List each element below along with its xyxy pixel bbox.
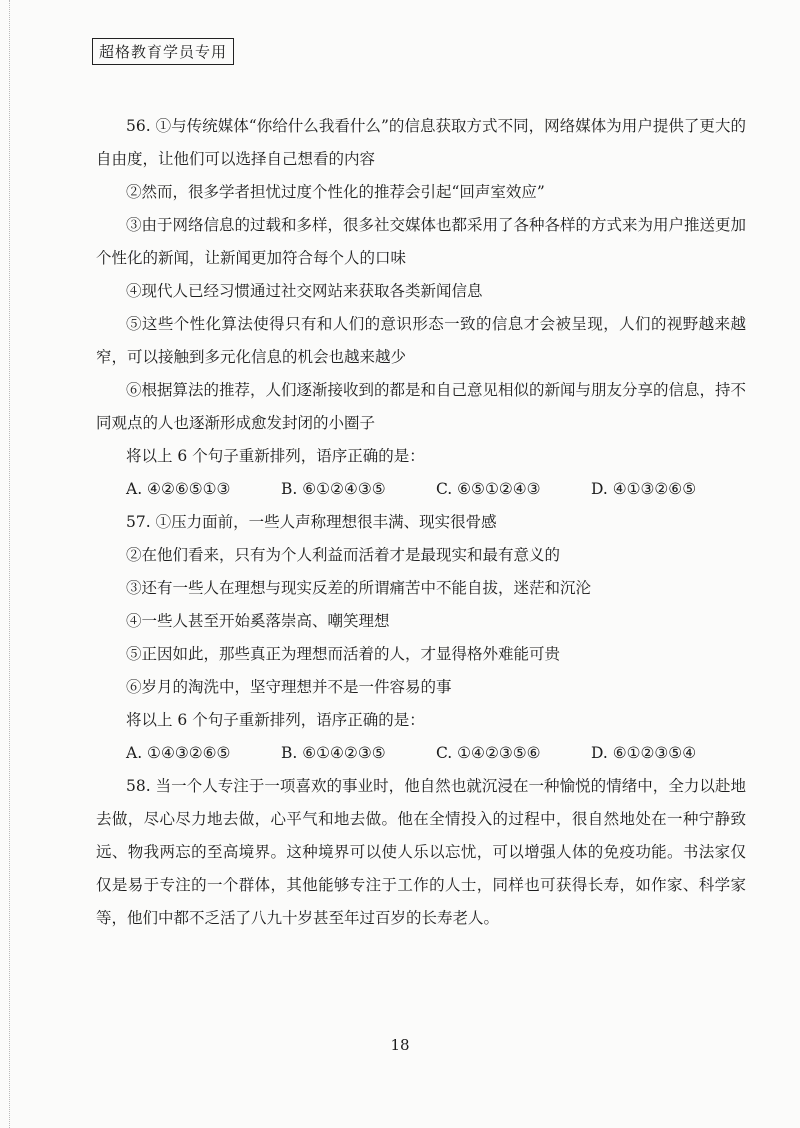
question-57 [96, 506, 746, 770]
q57-sentence-5: ⑤正因如此，那些真正为理想而活着的人，才显得格外难能可贵 [126, 645, 561, 663]
q57-option-a: A. ①④③②⑥⑤ [126, 744, 231, 762]
q56-sentence-1: 56. ①与传统媒体“你给什么我看什么”的信息获取方式不同，网络媒体为用户提供了更大的自由度，让他们可以选择自己想看的内容 [96, 117, 746, 168]
q56-option-c: C. ⑥⑤①②④③ [436, 480, 541, 498]
q57-option-c: C. ①④②③⑤⑥ [436, 744, 541, 762]
question-56 [96, 110, 746, 506]
q56-instruction: 将以上 6 个句子重新排列，语序正确的是： [126, 447, 425, 465]
q57-sentence-6: ⑥岁月的淘洗中，坚守理想并不是一件容易的事 [126, 678, 452, 696]
q57-sentence-4: ④一些人甚至开始奚落崇高、嘲笑理想 [126, 612, 390, 630]
q56-sentence-3: ③由于网络信息的过载和多样，很多社交媒体也都采用了各种各样的方式来为用户推送更加个性化的新闻，让新闻更加符合每个人的口味 [96, 216, 747, 267]
q56-sentence-2: ②然而，很多学者担忧过度个性化的推荐会引起“回声室效应” [126, 183, 545, 201]
page-content [96, 110, 746, 935]
q57-option-b: B. ⑥①④②③⑤ [281, 744, 386, 762]
q56-options [96, 473, 746, 506]
q56-sentence-5: ⑤这些个性化算法使得只有和人们的意识形态一致的信息才会被呈现，人们的视野越来越窄，可以接触到多元化信息的机会也越来越少 [96, 315, 746, 366]
q56-option-d: D. ④①③②⑥⑤ [591, 480, 697, 498]
q57-instruction: 将以上 6 个句子重新排列，语序正确的是： [126, 711, 425, 729]
q57-option-d: D. ⑥①②③⑤④ [591, 744, 697, 762]
q57-sentence-3: ③还有一些人在理想与现实反差的所谓痛苦中不能自拔，迷茫和沉沦 [126, 579, 592, 597]
q57-sentence-1: 57. ①压力面前，一些人声称理想很丰满、现实很骨感 [126, 513, 497, 531]
page-number: 18 [390, 1036, 410, 1054]
header-label-box: 超格教育学员专用 [92, 38, 234, 65]
q56-sentence-4: ④现代人已经习惯通过社交网站来获取各类新闻信息 [126, 282, 483, 300]
scan-edge-line [9, 0, 10, 1128]
q57-options [96, 737, 746, 770]
question-58 [96, 770, 746, 935]
q56-sentence-6: ⑥根据算法的推荐，人们逐渐接收到的都是和自己意见相似的新闻与朋友分享的信息，持不同观点的人也逐渐形成愈发封闭的小圈子 [96, 381, 747, 432]
q56-option-b: B. ⑥①②④③⑤ [281, 480, 386, 498]
q58-paragraph: 58. 当一个人专注于一项喜欢的事业时，他自然也就沉浸在一种愉悦的情绪中，全力以赴地去做，尽心尽力地去做，心平气和地去做。他在全情投入的过程中，很自然地处在一种宁静致远、物我两忘的至高境界。这种境界可以使人乐以忘忧，可以增强人体的免疫功能。书法家仅仅是易于专注的一个群体，其他能够专注于工作的人士，同样也可获得长寿，如作家、科学家等，他们中都不乏活了八九十岁甚至年过百岁的长寿老人。 [96, 777, 746, 927]
q57-sentence-2: ②在他们看来，只有为个人利益而活着才是最现实和最有意义的 [126, 546, 561, 564]
q56-option-a: A. ④②⑥⑤①③ [126, 480, 231, 498]
